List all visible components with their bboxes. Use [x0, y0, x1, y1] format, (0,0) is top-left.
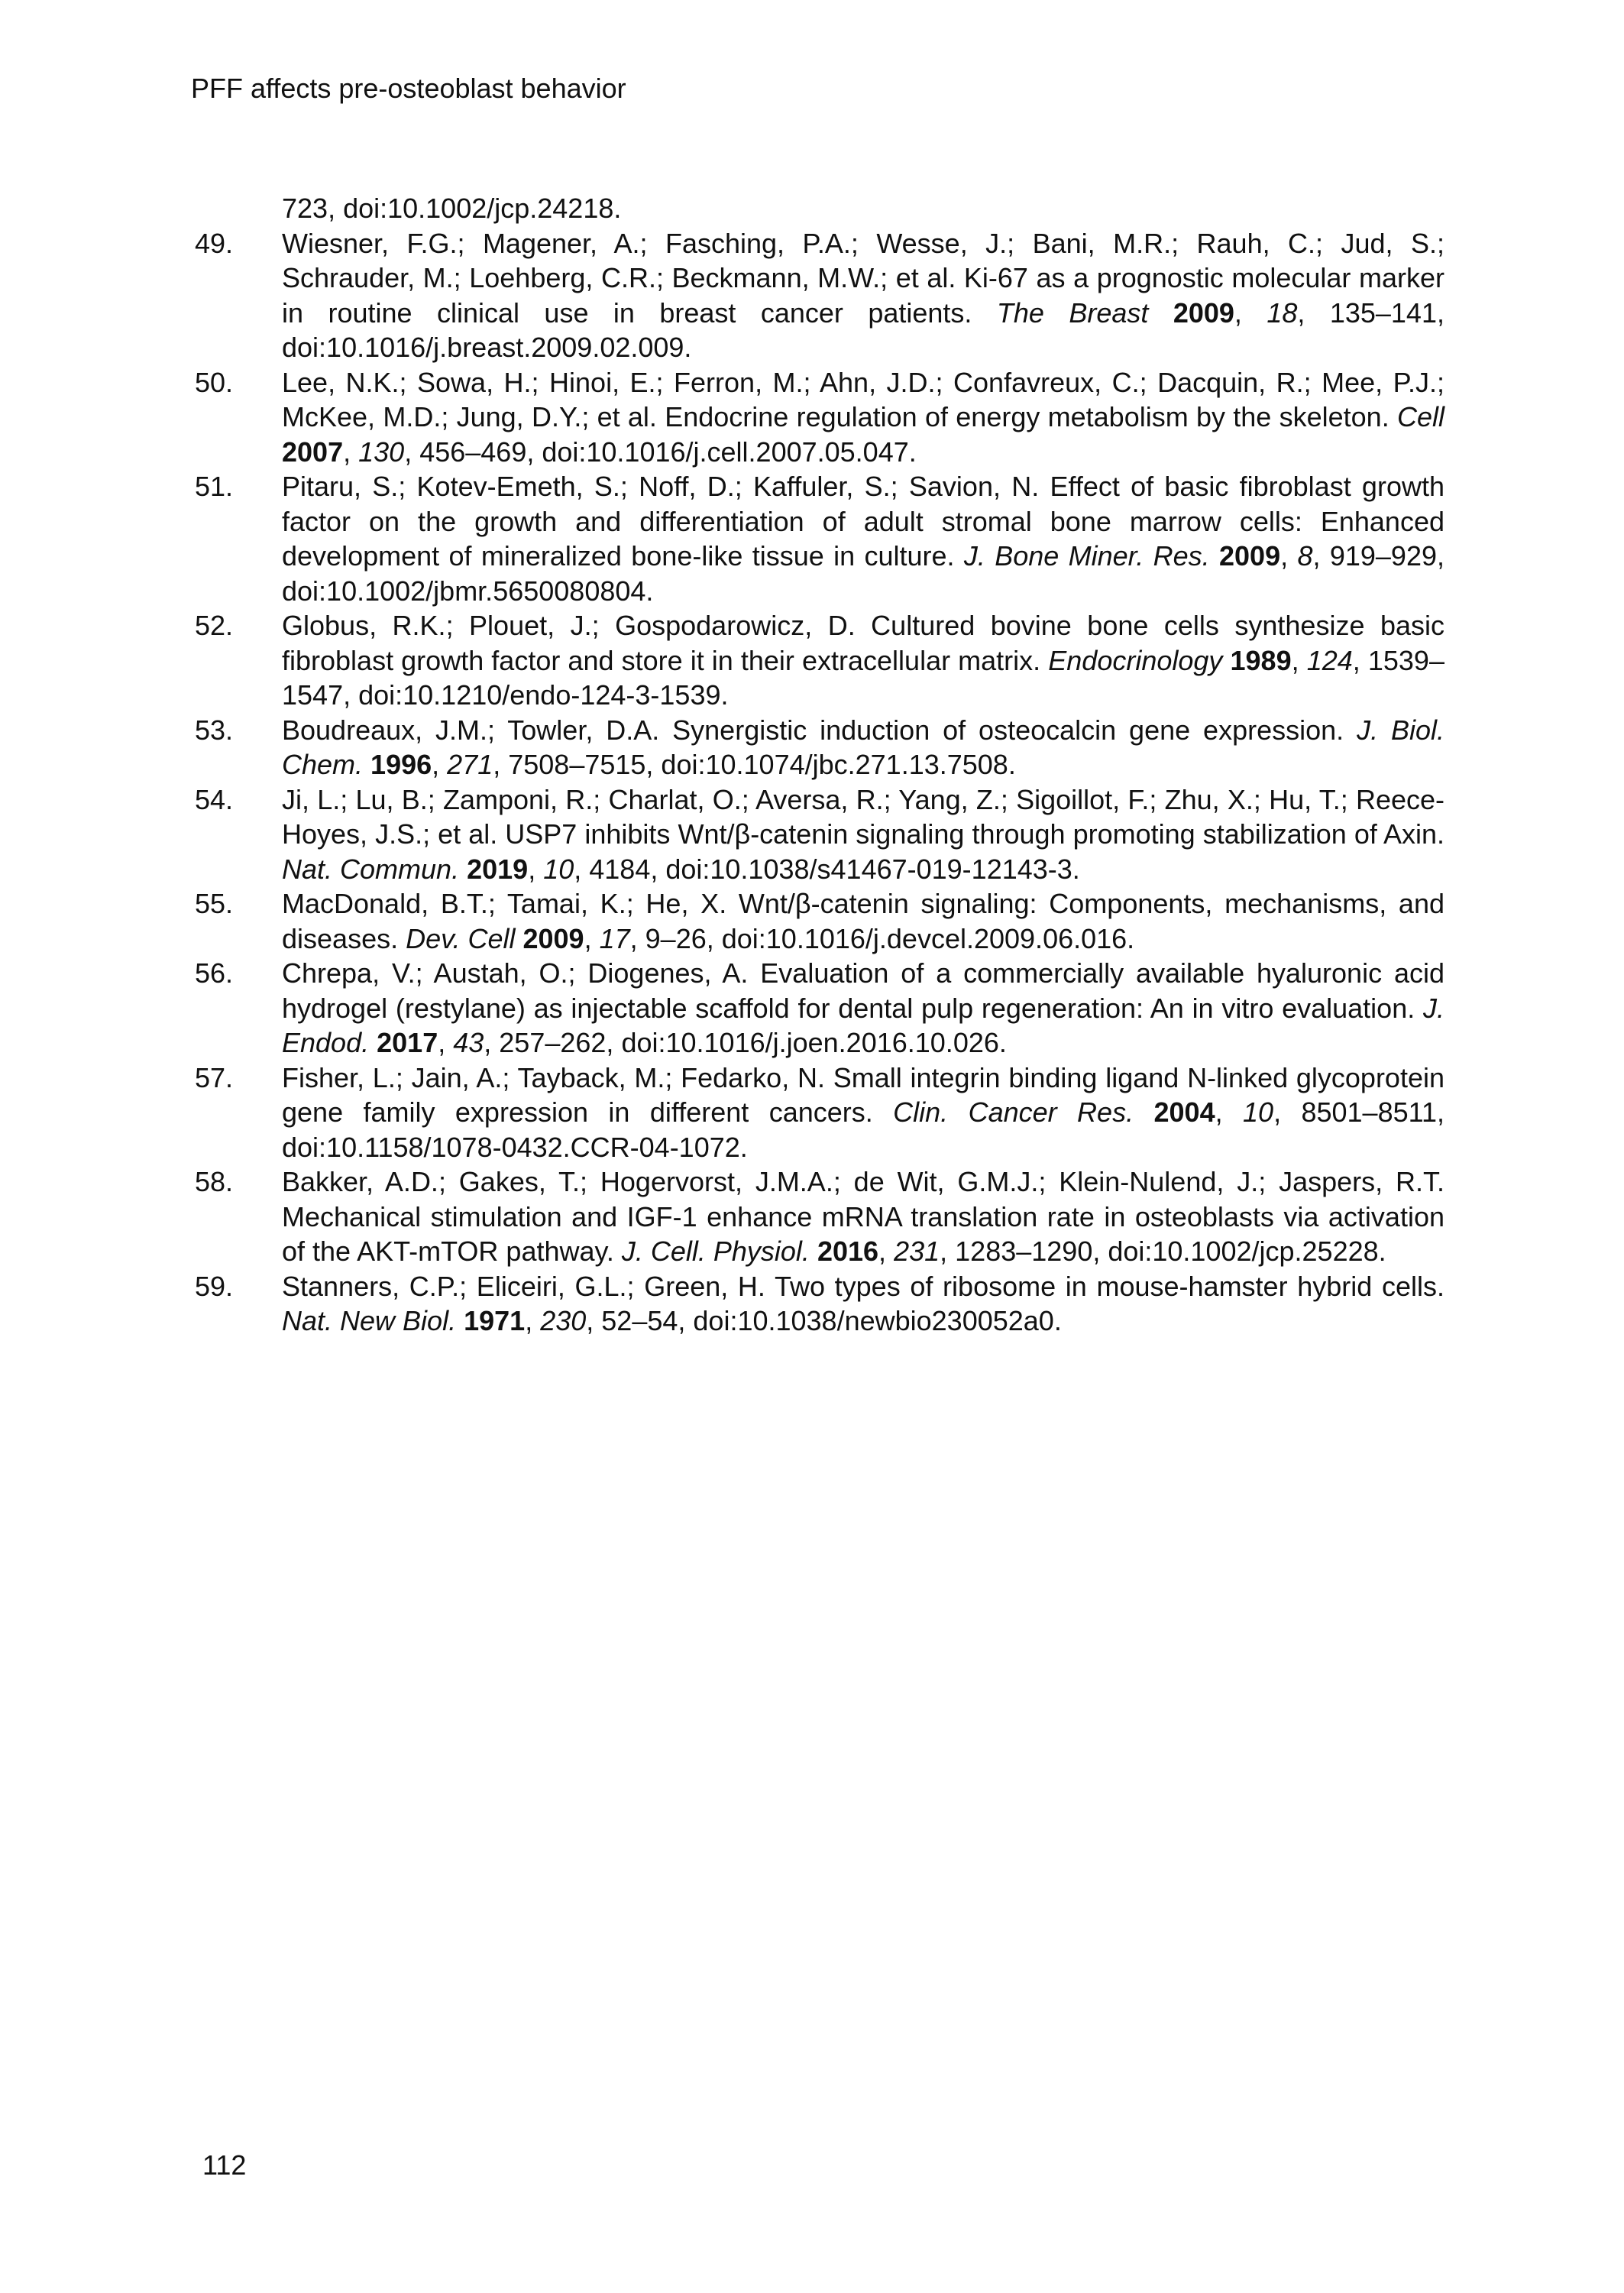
- reference-separator: ,: [525, 1305, 541, 1336]
- reference-text: [282, 365, 1444, 470]
- reference-text: [282, 1269, 1444, 1339]
- reference-journal: Dev. Cell: [406, 922, 516, 954]
- reference-authors-title: MacDonald, B.T.; Tamai, K.; He, X. Wnt/β-catenin signaling: Components, mechanisms, and diseases.: [282, 888, 1444, 954]
- reference-text: [282, 469, 1444, 608]
- reference-year: 2009: [1173, 296, 1234, 329]
- reference-year: 1971: [464, 1305, 526, 1336]
- reference-pages-doi: , 456–469, doi:10.1016/j.cell.2007.05.047.: [404, 436, 917, 468]
- reference-text: [282, 608, 1444, 713]
- reference-authors-title: Bakker, A.D.; Gakes, T.; Hogervorst, J.M.A.; de Wit, G.M.J.; Klein-Nulend, J.; Jaspers, R.T. Mechanical stimulation and IGF-1 enhance mRNA translation rate in osteoblasts via activation of the AKT-mTOR pathway.: [282, 1166, 1444, 1267]
- reference-journal: J. Biol. Chem.: [282, 714, 1444, 780]
- reference-number: 59.: [195, 1270, 234, 1302]
- reference-authors-title: Lee, N.K.; Sowa, H.; Hinoi, E.; Ferron, M.; Ahn, J.D.; Confavreux, C.; Dacquin, R.; Mee, P.J.; McKee, M.D.; Jung, D.Y.; et al. Endocrine regulation of energy metabolism by the skeleton.: [282, 366, 1444, 432]
- reference-items: [195, 226, 1444, 1339]
- reference-entry: [195, 713, 1444, 782]
- reference-text: [282, 956, 1444, 1061]
- reference-separator: [1210, 540, 1219, 572]
- reference-pages-doi: , 1283–1290, doi:10.1002/jcp.25228.: [940, 1236, 1386, 1267]
- reference-separator: ,: [1291, 644, 1307, 676]
- reference-separator: ,: [343, 436, 359, 468]
- reference-separator: [1134, 1096, 1153, 1128]
- reference-number: 58.: [195, 1166, 234, 1197]
- reference-journal: J. Bone Miner. Res.: [963, 540, 1210, 572]
- reference-number: 51.: [195, 471, 234, 502]
- reference-authors-title: Wiesner, F.G.; Magener, A.; Fasching, P.A.; Wesse, J.; Bani, M.R.; Rauh, C.; Jud, S.; Schrauder, M.; Loehberg, C.R.; Beckmann, M.W.; et al. Ki-67 as a prognostic molecular marker in routine clinical use in breast cancer patients.: [282, 227, 1444, 329]
- reference-separator: ,: [1234, 296, 1267, 329]
- reference-text: [282, 1061, 1444, 1165]
- reference-pages-doi: , 1539–1547, doi:10.1210/endo-124-3-1539.: [282, 644, 1444, 711]
- reference-year: 1996: [370, 749, 432, 780]
- reference-journal: Cell: [1396, 401, 1444, 432]
- reference-separator: [456, 1305, 464, 1336]
- reference-volume: 124: [1306, 644, 1353, 676]
- reference-separator: ,: [1280, 540, 1298, 572]
- reference-journal: Nat. New Biol.: [282, 1305, 457, 1336]
- reference-volume: 271: [447, 749, 493, 780]
- reference-number: 52.: [195, 610, 234, 641]
- reference-number: 57.: [195, 1061, 234, 1093]
- reference-entry: [195, 469, 1444, 608]
- reference-number: 53.: [195, 714, 234, 746]
- reference-text: [282, 886, 1444, 956]
- reference-pages-doi: , 4184, doi:10.1038/s41467-019-12143-3.: [574, 853, 1080, 885]
- reference-entry: [195, 1269, 1444, 1339]
- reference-text: [282, 782, 1444, 887]
- reference-number: 50.: [195, 366, 234, 398]
- reference-number: 55.: [195, 888, 234, 919]
- reference-number: 49.: [195, 227, 234, 259]
- reference-list: [195, 191, 1444, 1339]
- reference-journal: J. Cell. Physiol.: [621, 1236, 810, 1267]
- running-header: PFF affects pre-osteoblast behavior: [191, 73, 626, 104]
- reference-text: [282, 713, 1444, 782]
- reference-continuation: [195, 191, 1444, 226]
- reference-entry: [195, 226, 1444, 365]
- reference-pages-doi: , 7508–7515, doi:10.1074/jbc.271.13.7508.: [493, 749, 1016, 780]
- reference-volume: 130: [358, 436, 405, 468]
- reference-separator: ,: [528, 853, 544, 885]
- reference-year: 2009: [522, 922, 584, 954]
- reference-authors-title: Globus, R.K.; Plouet, J.; Gospodarowicz, D. Cultured bovine bone cells synthesize basic fibroblast growth factor and store it in their extracellular matrix.: [282, 610, 1444, 676]
- reference-number: 56.: [195, 957, 234, 989]
- reference-text: [282, 226, 1444, 365]
- reference-entry: [195, 1061, 1444, 1165]
- reference-entry: [195, 1164, 1444, 1269]
- reference-separator: ,: [584, 922, 600, 954]
- reference-authors-title: Ji, L.; Lu, B.; Zamponi, R.; Charlat, O.; Aversa, R.; Yang, Z.; Sigoillot, F.; Zhu, X.; Hu, T.; Reece-Hoyes, J.S.; et al. USP7 inhibits Wnt/β-catenin signaling through promoting stabilization of Axin.: [282, 783, 1444, 850]
- reference-volume: 10: [1243, 1096, 1274, 1128]
- reference-separator: [515, 923, 522, 954]
- reference-year: 2004: [1153, 1096, 1215, 1128]
- reference-volume: 43: [453, 1027, 484, 1058]
- reference-journal: The Breast: [996, 296, 1149, 329]
- reference-year: 2019: [467, 853, 529, 885]
- reference-pages-doi: , 257–262, doi:10.1016/j.joen.2016.10.026.: [484, 1027, 1007, 1058]
- reference-separator: ,: [432, 749, 448, 780]
- reference-separator: [363, 749, 370, 780]
- reference-separator: [810, 1236, 817, 1267]
- reference-year: 2016: [817, 1236, 879, 1267]
- reference-journal: Nat. Commun.: [282, 853, 460, 885]
- reference-pages-doi: , 919–929, doi:10.1002/jbmr.5650080804.: [282, 540, 1444, 607]
- reference-journal: Endocrinology: [1048, 644, 1223, 676]
- reference-entry: [195, 782, 1444, 887]
- reference-continuation-text: 723, doi:10.1002/jcp.24218.: [282, 193, 622, 224]
- reference-pages-doi: , 135–141, doi:10.1016/j.breast.2009.02.009.: [282, 296, 1444, 363]
- reference-pages-doi: , 8501–8511, doi:10.1158/1078-0432.CCR-04-1072.: [282, 1096, 1444, 1163]
- reference-journal: J. Endod.: [282, 992, 1444, 1058]
- reference-volume: 10: [543, 853, 574, 885]
- reference-entry: [195, 956, 1444, 1061]
- reference-authors-title: Fisher, L.; Jain, A.; Tayback, M.; Fedarko, N. Small integrin binding ligand N-linked glycoprotein gene family expression in different cancers.: [282, 1061, 1444, 1128]
- reference-separator: [1148, 297, 1173, 329]
- reference-number: 54.: [195, 783, 234, 815]
- reference-separator: ,: [878, 1236, 894, 1267]
- reference-entry: [195, 608, 1444, 713]
- reference-entry: [195, 886, 1444, 956]
- reference-year: 2009: [1219, 540, 1281, 572]
- reference-authors-title: Stanners, C.P.; Eliceiri, G.L.; Green, H. Two types of ribosome in mouse-hamster hybrid cells.: [282, 1270, 1444, 1302]
- reference-separator: [1222, 645, 1230, 676]
- reference-pages-doi: , 52–54, doi:10.1038/newbio230052a0.: [586, 1305, 1062, 1336]
- reference-volume: 231: [894, 1236, 940, 1267]
- reference-separator: [369, 1027, 377, 1058]
- reference-authors-title: Pitaru, S.; Kotev-Emeth, S.; Noff, D.; Kaffuler, S.; Savion, N. Effect of basic fibroblast growth factor on the growth and differentiation of adult stromal bone marrow cells: Enhanced development of mineralized bone-like tissue in culture.: [282, 471, 1444, 572]
- reference-year: 2007: [282, 436, 344, 468]
- page-number: 112: [202, 2149, 247, 2181]
- reference-text: [282, 1164, 1444, 1269]
- reference-volume: 230: [540, 1305, 587, 1336]
- reference-journal: Clin. Cancer Res.: [893, 1096, 1134, 1128]
- reference-separator: ,: [438, 1027, 454, 1058]
- reference-year: 2017: [377, 1027, 438, 1058]
- reference-year: 1989: [1230, 644, 1292, 676]
- reference-separator: [459, 853, 467, 885]
- reference-authors-title: Chrepa, V.; Austah, O.; Diogenes, A. Evaluation of a commercially available hyaluronic acid hydrogel (restylane) as injectable scaffold for dental pulp regeneration: An in vitro evaluation.: [282, 957, 1444, 1024]
- reference-separator: ,: [1215, 1096, 1244, 1128]
- reference-pages-doi: , 9–26, doi:10.1016/j.devcel.2009.06.016.: [629, 922, 1135, 954]
- reference-authors-title: Boudreaux, J.M.; Towler, D.A. Synergistic induction of osteocalcin gene expression.: [282, 714, 1357, 746]
- reference-volume: 17: [599, 922, 630, 954]
- reference-volume: 8: [1297, 540, 1313, 572]
- reference-volume: 18: [1267, 296, 1298, 329]
- reference-entry: [195, 365, 1444, 470]
